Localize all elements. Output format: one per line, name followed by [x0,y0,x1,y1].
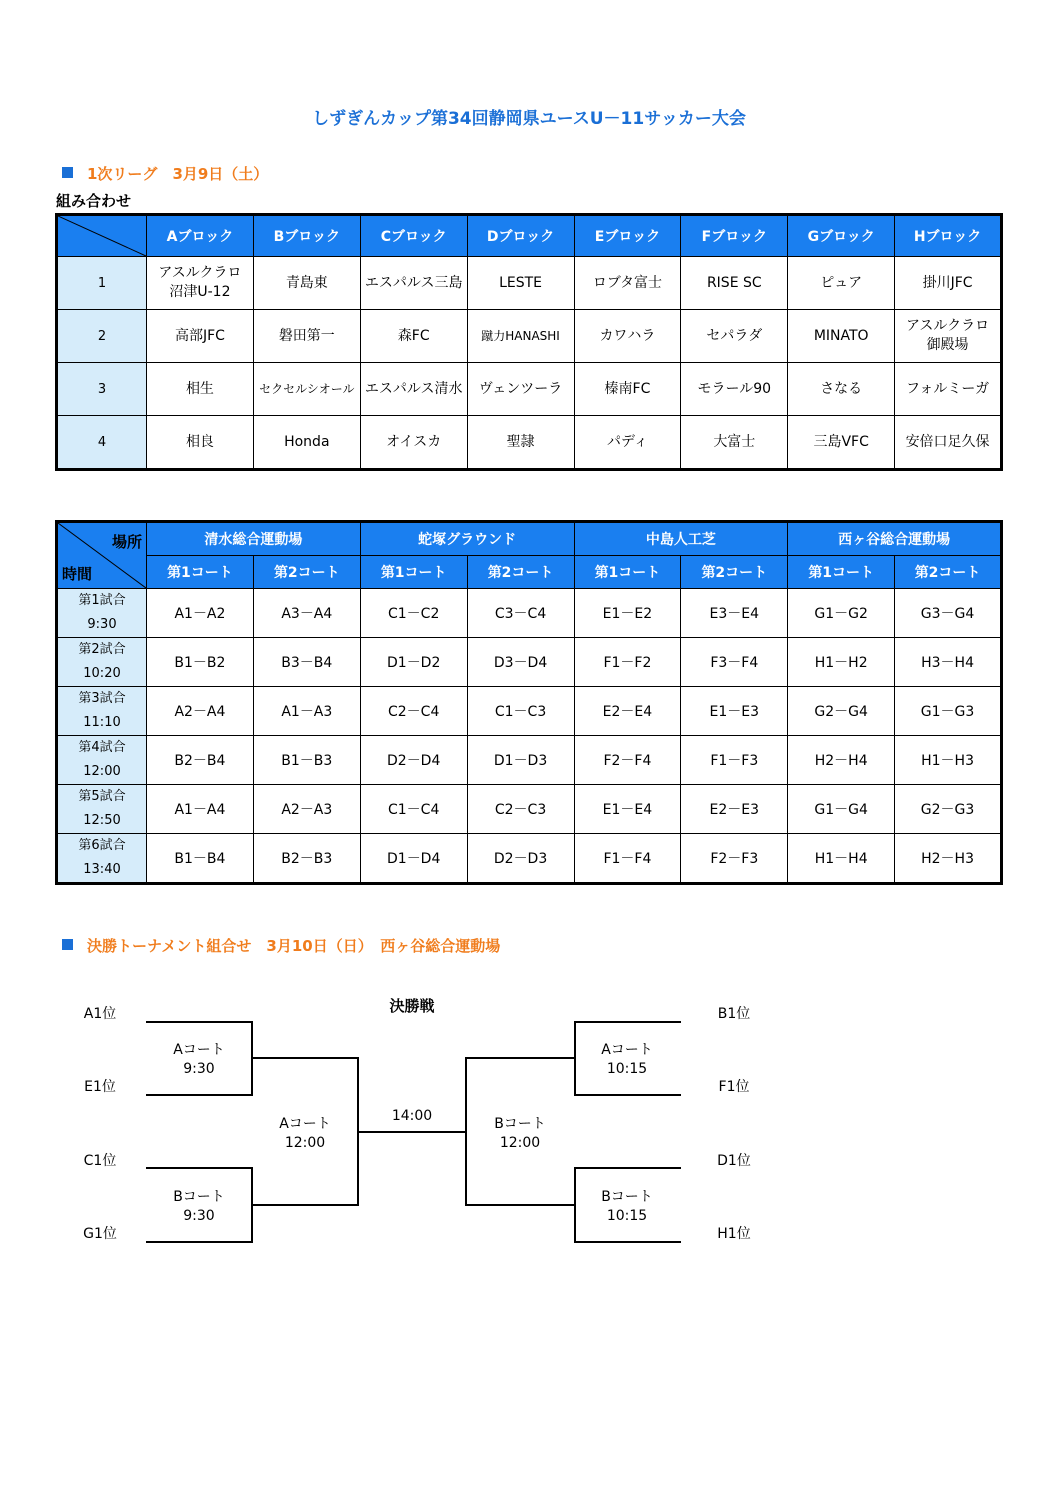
game-cell: E1－E2 [574,589,681,638]
game-cell: C1－C4 [360,785,467,834]
game-cell: A2－A3 [253,785,360,834]
schedule-row [57,687,1002,736]
match-number: 第3試合 [78,691,126,706]
match-slot [57,589,147,638]
block-row [57,310,1002,363]
game-cell: A3－A4 [253,589,360,638]
match-number: 第5試合 [78,789,126,804]
match-court: Aコート [173,1042,225,1058]
game-cell: B1－B4 [147,834,254,884]
match-time: 10:15 [606,1208,648,1224]
bracket-line [146,1168,252,1242]
game-cell: G1－G3 [895,687,1002,736]
left-team: C1位 [83,1153,117,1169]
team-cell: フォルミーガ [895,363,1002,416]
game-cell: G3－G4 [895,589,1002,638]
game-cell: F1－F4 [574,834,681,884]
block-row [57,257,1002,310]
schedule-row [57,638,1002,687]
team-cell: カワハラ [574,310,681,363]
match-court: Aコート [601,1042,653,1058]
game-cell: H2－H3 [895,834,1002,884]
right-team: H1位 [717,1226,751,1242]
game-cell: C1－C3 [467,687,574,736]
right-team: D1位 [717,1153,751,1169]
schedule-row [57,785,1002,834]
game-cell: F1－F3 [681,736,788,785]
team-cell: モラール90 [681,363,788,416]
game-cell: H3－H4 [895,638,1002,687]
page-title: しずぎんカップ第34回静岡県ユースU－11サッカー大会 [312,109,746,129]
game-cell: H1－H4 [788,834,895,884]
match-start-time: 12:50 [83,813,121,828]
game-cell: E2－E3 [681,785,788,834]
block-table-corner [57,215,147,257]
game-cell: C1－C2 [360,589,467,638]
section-league-label: 1次リーグ 3月9日（土） [87,165,269,183]
block-row [57,363,1002,416]
team-cell: MINATO [788,310,895,363]
game-cell: F2－F4 [574,736,681,785]
court-header: 第2コート [253,556,360,589]
match-slot [57,834,147,884]
team-cell: ピュア [788,257,895,310]
block-header: Dブロック [467,215,574,257]
match-slot [57,638,147,687]
team-cell: オイスカ [360,416,467,470]
game-cell: E1－E4 [574,785,681,834]
match-slot [57,736,147,785]
game-cell: F3－F4 [681,638,788,687]
team-cell: 相生 [147,363,254,416]
court-header-row [57,556,1002,589]
match-start-time: 13:40 [83,862,121,877]
match-court: Bコート [173,1189,225,1205]
team-cell: ヴェンツーラ [467,363,574,416]
game-cell: F2－F3 [681,834,788,884]
right-team: F1位 [718,1079,750,1095]
team-cell: 蹴力HANASHI [467,310,574,363]
game-cell: A1－A4 [147,785,254,834]
match-time: 12:00 [499,1135,541,1151]
schedule-row [57,589,1002,638]
team-cell: 大富士 [681,416,788,470]
team-cell: 磐田第一 [253,310,360,363]
corner-time-label: 時間 [62,565,93,583]
combinations-heading: 組み合わせ [56,192,132,210]
left-team: G1位 [83,1226,117,1242]
game-cell: D2－D4 [360,736,467,785]
block-row-number: 4 [57,416,147,470]
team-cell: エスパルス清水 [360,363,467,416]
schedule-row [57,834,1002,884]
game-cell: B1－B3 [253,736,360,785]
team-cell: 森FC [360,310,467,363]
square-bullet-icon [62,939,73,950]
game-cell: C2－C4 [360,687,467,736]
game-cell: G2－G4 [788,687,895,736]
match-slot [57,785,147,834]
game-cell: A2－A4 [147,687,254,736]
team-cell: セパラダ [681,310,788,363]
bracket-line [575,1168,681,1242]
block-header: Bブロック [253,215,360,257]
match-court: Aコート [279,1116,331,1132]
court-header: 第1コート [147,556,254,589]
game-cell: H1－H3 [895,736,1002,785]
block-row [57,416,1002,470]
team-cell: ロブタ富士 [574,257,681,310]
bracket-line [146,1022,252,1095]
match-time: 9:30 [183,1208,215,1224]
venue-header: 中島人工芝 [574,522,788,556]
team-cell: アスルクラロ 御殿場 [895,310,1002,363]
match-start-time: 12:00 [83,764,121,779]
bracket-line [575,1022,681,1095]
team-cell: 安倍口足久保 [895,416,1002,470]
match-start-time: 11:10 [83,715,121,730]
team-cell: 榛南FC [574,363,681,416]
left-team: E1位 [84,1079,116,1095]
block-header-row [57,215,1002,257]
game-cell: D1－D3 [467,736,574,785]
team-cell: 青島東 [253,257,360,310]
match-number: 第6試合 [78,838,126,853]
team-cell: Honda [253,416,360,470]
game-cell: D1－D4 [360,834,467,884]
venue-header: 蛇塚グラウンド [360,522,574,556]
game-cell: E3－E4 [681,589,788,638]
block-header: Aブロック [147,215,254,257]
schedule-table-corner [57,522,147,589]
match-start-time: 9:30 [87,617,117,632]
match-number: 第2試合 [78,642,126,657]
game-cell: G1－G4 [788,785,895,834]
block-header: Fブロック [681,215,788,257]
match-number: 第4試合 [78,740,126,755]
team-cell: アスルクラロ 沼津U-12 [147,257,254,310]
game-cell: H1－H2 [788,638,895,687]
left-team: A1位 [83,1006,117,1022]
game-cell: B2－B4 [147,736,254,785]
match-time: 10:15 [606,1061,648,1077]
venue-header: 清水総合運動場 [147,522,361,556]
court-header: 第1コート [788,556,895,589]
court-header: 第1コート [360,556,467,589]
block-header: Cブロック [360,215,467,257]
game-cell: B1－B2 [147,638,254,687]
team-cell: 高部JFC [147,310,254,363]
match-time: 12:00 [284,1135,326,1151]
game-cell: D3－D4 [467,638,574,687]
court-header: 第2コート [467,556,574,589]
game-cell: G2－G3 [895,785,1002,834]
block-header: Gブロック [788,215,895,257]
court-header: 第2コート [681,556,788,589]
schedule-row [57,736,1002,785]
schedule-table [55,520,1003,885]
team-cell: 三島VFC [788,416,895,470]
game-cell: C3－C4 [467,589,574,638]
game-cell: G1－G2 [788,589,895,638]
team-cell: RISE SC [681,257,788,310]
block-row-number: 3 [57,363,147,416]
team-cell: さなる [788,363,895,416]
match-slot [57,687,147,736]
team-cell: パディ [574,416,681,470]
game-cell: E1－E3 [681,687,788,736]
venue-header-row [57,522,1002,556]
team-cell: 相良 [147,416,254,470]
section-league-heading [62,163,268,184]
game-cell: B2－B3 [253,834,360,884]
match-number: 第1試合 [78,593,126,608]
section-tournament-label: 決勝トーナメント組合せ 3月10日（日） 西ヶ谷総合運動場 [87,937,501,955]
section-tournament-heading [62,935,500,956]
final-label: 決勝戦 [389,997,435,1015]
match-start-time: 10:20 [83,666,121,681]
game-cell: A1－A2 [147,589,254,638]
match-court: Bコート [601,1189,653,1205]
final-time: 14:00 [391,1108,433,1124]
game-cell: D2－D3 [467,834,574,884]
block-table [55,213,1003,471]
game-cell: C2－C3 [467,785,574,834]
court-header: 第2コート [895,556,1002,589]
team-cell: 掛川JFC [895,257,1002,310]
match-time: 9:30 [183,1061,215,1077]
game-cell: A1－A3 [253,687,360,736]
block-row-number: 1 [57,257,147,310]
block-header: Hブロック [895,215,1002,257]
team-cell: 聖隷 [467,416,574,470]
game-cell: D1－D2 [360,638,467,687]
game-cell: E2－E4 [574,687,681,736]
game-cell: H2－H4 [788,736,895,785]
right-team: B1位 [717,1006,751,1022]
tournament-bracket [0,980,1058,1270]
corner-venue-label: 場所 [111,533,142,551]
game-cell: B3－B4 [253,638,360,687]
square-bullet-icon [62,167,73,178]
team-cell: エスパルス三島 [360,257,467,310]
venue-header: 西ヶ谷総合運動場 [788,522,1002,556]
block-row-number: 2 [57,310,147,363]
block-header: Eブロック [574,215,681,257]
match-court: Bコート [494,1116,546,1132]
team-cell: LESTE [467,257,574,310]
team-cell: セクセルシオール [253,363,360,416]
court-header: 第1コート [574,556,681,589]
game-cell: F1－F2 [574,638,681,687]
